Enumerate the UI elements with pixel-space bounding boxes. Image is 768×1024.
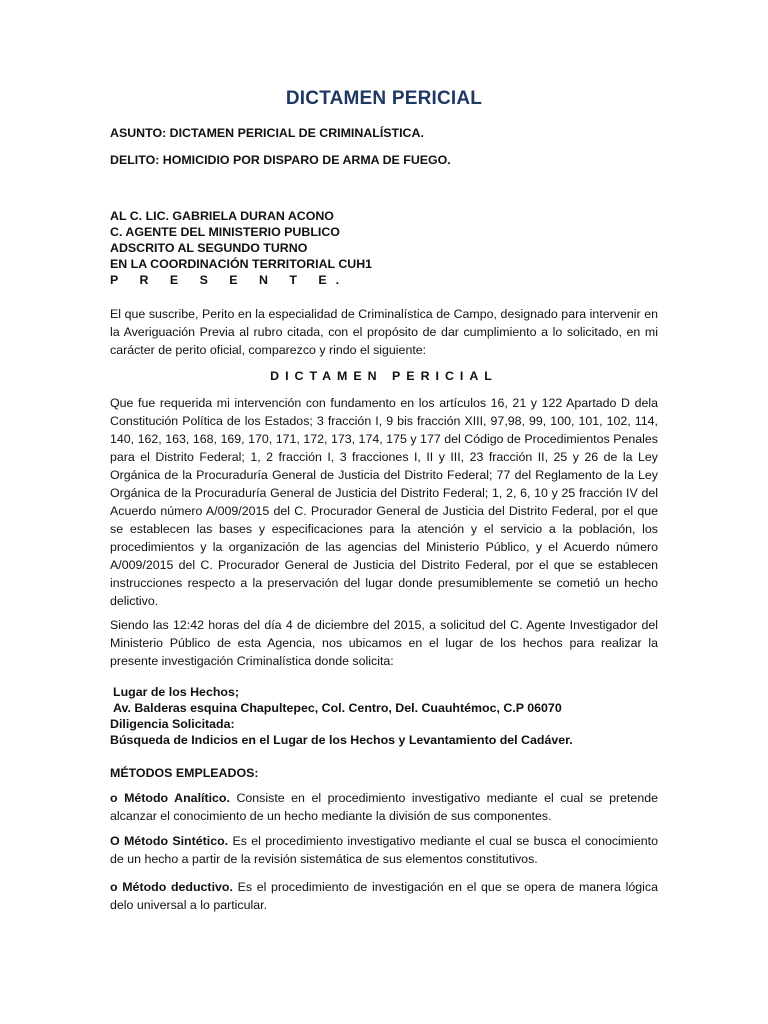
legal-basis-paragraph: Que fue requerida mi intervención con fundamento en los artículos 16, 21 y 122 Apartado D dela Constitución Política de los Estados; 3 fracción I, 9 bis fracción XIII, 97,98, 99, 100, 101, 102, 114, 140, 162, 163, 168, 169, 170, 171, 172, 173, 174, 175 y 177 del Código de Procedimientos Penales para el Distrito Federal; 1, 2 fracción I, 3 fracciones I, II y III, 23 fracción II, 25 y 26 de la Ley Orgánica de la Procuraduría General de Justicia del Distrito Federal; 77 del Reglamento de la Ley Orgánica de la Procuraduría General de Justicia del Distrito Federal; 1, 2, 6, 10 y 25 fracción IV del Acuerdo número A/009/2015 del C. Procurador General de Justicia del Distrito Federal, por el que se establecen las bases y especificaciones para la atención y el servicio a la población, los procedimientos y la organización de las agencias del Ministerio Público, y el Acuerdo número A/009/2015 del C. Procurador General de Justicia del Distrito Federal, por el que se establecen instrucciones respecto a la preservación del lugar donde presumiblemente se cometió un hecho delictivo. [110,396,658,608]
method-deductivo [110,878,658,914]
lugar-label: Lugar de los Hechos; [113,685,239,699]
method-name: O Método Sintético. [110,834,229,848]
method-analitico [110,789,658,825]
intro-paragraph: El que suscribe, Perito en la especialidad de Criminalística de Campo, designado para intervenir en la Averiguación Previa al rubro citada, con el propósito de dar cumplimiento a lo solicitado, en mi carácter de perito oficial, comparezco y rindo el siguiente: [110,307,658,357]
method-name: o Método Analítico. [110,791,230,805]
method-name: o Método deductivo. [110,880,233,894]
methods-heading: MÉTODOS EMPLEADOS: [110,766,259,780]
addressee-line-2: C. AGENTE DEL MINISTERIO PUBLICO [110,225,340,239]
addressee-line-4: EN LA COORDINACIÓN TERRITORIAL CUH1 [110,257,373,271]
diligencia-value: Búsqueda de Indicios en el Lugar de los Hechos y Levantamiento del Cadáver. [110,733,573,747]
addressee-line-1: AL C. LIC. GABRIELA DURAN ACONO [110,209,334,223]
addressee-line-3: ADSCRITO AL SEGUNDO TURNO [110,241,308,255]
delito-line: DELITO: HOMICIDIO POR DISPARO DE ARMA DE FUEGO. [110,153,451,167]
method-sintetico [110,832,658,868]
method-text: Es el procedimiento investigativo mediante el cual se busca el conocimiento de un hecho a partir de la revisión sistemática de sus elementos constitutivos. [110,834,658,866]
diligencia-label: Diligencia Solicitada: [110,717,235,731]
document-title: DICTAMEN PERICIAL [285,88,483,109]
method-text: Consiste en el procedimiento investigativo mediante el cual se pretende alcanzar el conocimiento de un hecho mediante la división de sus componentes. [110,791,658,823]
method-text: Es el procedimiento de investigación en el que se opera de manera lógica delo universal a lo particular. [110,880,658,912]
section-heading: DICTAMEN PERICIAL [270,369,498,383]
lugar-value: Av. Balderas esquina Chapultepec, Col. Centro, Del. Cuauhtémoc, C.P 06070 [113,701,562,715]
presente-line: P R E S E N T E. [110,273,349,287]
circumstances-paragraph: Siendo las 12:42 horas del día 4 de diciembre del 2015, a solicitud del C. Agente Investigador del Ministerio Público de esta Agencia, nos ubicamos en el lugar de los hechos para realizar la presente investigación Criminalística donde solicita: [110,618,658,668]
asunto-line: ASUNTO: DICTAMEN PERICIAL DE CRIMINALÍSTICA. [110,126,424,140]
